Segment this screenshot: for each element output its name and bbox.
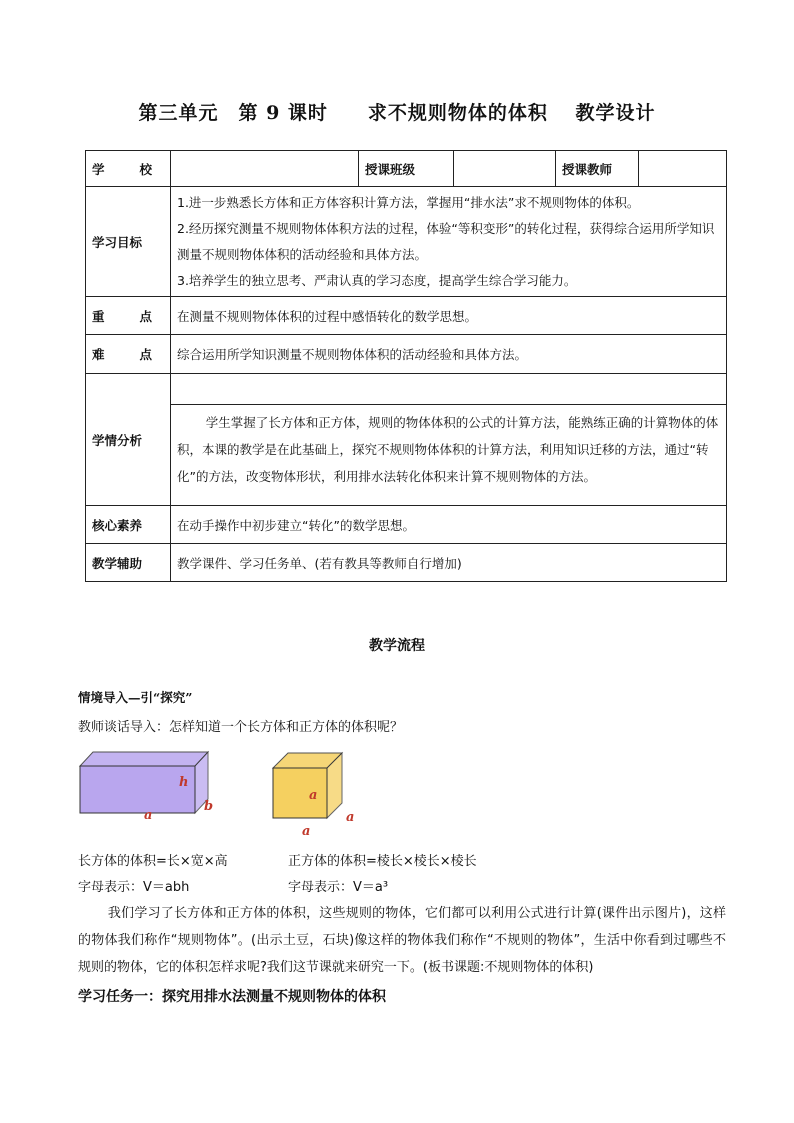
school-label: 学 校 [92,161,152,177]
aids-label: 教学辅助 [86,544,171,582]
goal-item: 3.培养学生的独立思考、严肃认真的学习态度，提高学生综合学习能力。 [177,272,577,288]
cuboid-formula: 长方体的体积=长×宽×高 [78,854,228,869]
literacy-value: 在动手操作中初步建立“转化”的数学思想。 [171,506,727,544]
table-row [86,335,727,374]
goal-item: 1.进一步熟悉长方体和正方体容积计算方法，掌握用“排水法”求不规则物体的体积。 [177,194,640,210]
cube-label-a-front: a [309,788,318,803]
cuboid-label-b: b [204,799,214,814]
teacher-value[interactable] [639,151,727,187]
class-label: 授课班级 [359,151,454,187]
page-title: 第三单元 第 9 课时 求不规则物体的体积 教学设计 [138,102,656,124]
cuboid-label-a: a [144,808,153,823]
school-label-cell [86,151,171,187]
table-row [86,151,727,187]
teacher-label: 授课教师 [556,151,639,187]
section-heading: 情境导入—引“探究” [78,690,193,705]
table-row [86,297,727,335]
lesson-info-table [85,150,727,582]
table-row [86,544,727,582]
difficulty-label-cell [86,335,171,374]
cube-front-face [273,768,327,818]
difficulty-label: 难 点 [92,347,152,362]
cuboid-letters: 字母表示：V＝abh [78,880,190,895]
table-row [86,506,727,544]
key-label: 重 点 [92,308,152,324]
cube-figure [273,753,354,839]
table-row [86,187,727,297]
cuboid-figure [80,752,213,823]
cube-formula: 正方体的体积=棱长×棱长×棱长 [288,854,477,869]
goals-label: 学习目标 [86,187,171,297]
goals-cell [171,187,727,297]
solids-figure [70,745,390,840]
analysis-value: 学生掌握了长方体和正方体，规则的物体体积的公式的计算方法，能熟练正确的计算物体的体积，本课的教学是在此基础上，探究不规则物体体积的计算方法，利用知识迁移的方法，通过“转化”的方法，改变物体形状，利用排水法转化体积来计算不规则物体的方法。 [177,414,719,484]
task-heading: 学习任务一：探究用排水法测量不规则物体的体积 [78,989,386,1005]
cuboid-front-face [80,766,195,813]
class-value[interactable] [454,151,556,187]
analysis-blank-row [171,386,726,405]
cuboid-top-face [80,752,208,766]
intro-paragraph: 我们学习了长方体和正方体的体积，这些规则的物体，它们都可以利用公式进行计算(课件出示图片)，这样的物体我们称作“规则物体”。(出示土豆，石块)像这样的物体我们称作“不规则的物体”，生活中你看到过哪些不规则的物体，它的体积怎样求呢?我们这节课就来研究一下。(板书课题:不规则物体的体积) [78,906,726,975]
literacy-label: 核心素养 [86,506,171,544]
cuboid-label-h: h [179,775,189,790]
key-value: 在测量不规则物体体积的过程中感悟转化的数学思想。 [171,297,727,335]
school-value[interactable] [171,151,359,187]
table-row [86,374,727,506]
goal-item: 2.经历探究测量不规则物体体积方法的过程，体验“等积变形”的转化过程，获得综合运用所学知识测量不规则物体体积的活动经验和具体方法。 [177,220,715,262]
cube-letters: 字母表示：V＝a³ [288,880,389,895]
flow-title: 教学流程 [369,638,425,654]
aids-value: 教学课件、学习任务单、(若有教具等教师自行增加) [171,544,727,582]
analysis-label: 学情分析 [86,374,171,506]
analysis-cell [171,374,727,506]
difficulty-value: 综合运用所学知识测量不规则物体体积的活动经验和具体方法。 [171,335,727,374]
cube-label-a-bottom: a [302,824,311,839]
intro-line: 教师谈话导入：怎样知道一个长方体和正方体的体积呢？ [78,720,404,735]
key-label-cell [86,297,171,335]
cube-label-a-side: a [346,810,355,825]
